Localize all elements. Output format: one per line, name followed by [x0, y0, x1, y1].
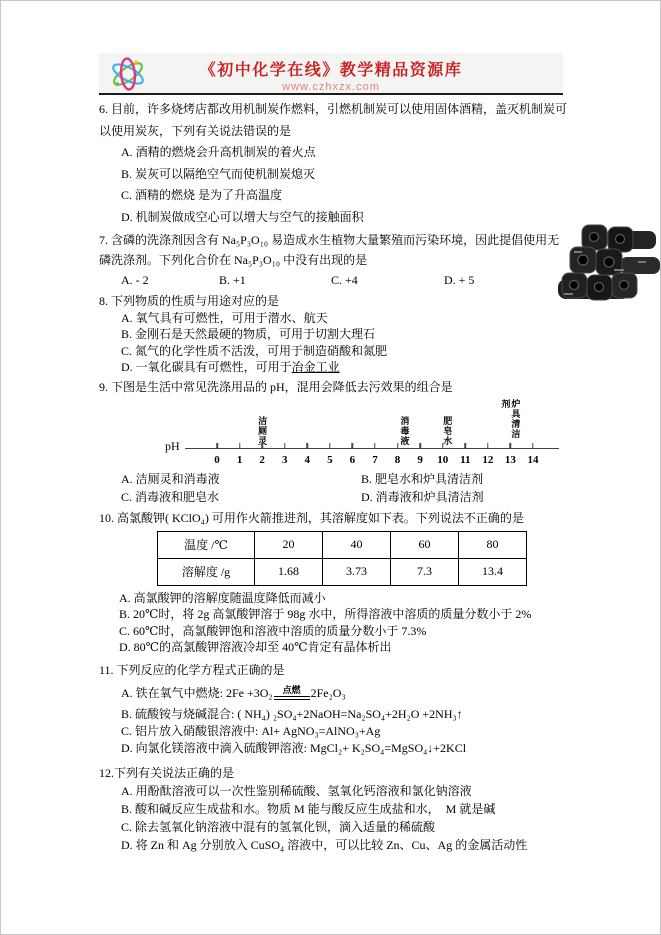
q10-option-b: B. 20℃时，将 2g 高氯酸钾溶于 98g 水中，所得溶液中溶质的质量分数小于 2%	[119, 607, 532, 621]
q11-option-b: B. 硫酸铵与烧碱混合: ( NH₄) ₂SO₄+2NaOH=Na₂SO₄+2H₂O +2NH₃↑	[121, 706, 463, 721]
table-cell: 7.3	[391, 558, 459, 585]
q8-stem: 8. 下列物质的性质与用途对应的是	[99, 294, 280, 308]
q8-option-b: B. 金刚石是天然最硬的物质，可用于切割大理石	[121, 327, 376, 341]
ph-item-label: 洁厕灵	[257, 415, 268, 446]
ph-tick	[532, 443, 534, 449]
q11-option-a	[99, 685, 567, 702]
ph-tick-label: 12	[482, 453, 494, 466]
site-url: www.czhxzx.com	[282, 81, 380, 93]
q7-option-a: A. - 2	[121, 273, 149, 287]
q8-option-d-underlined: 冶金工业	[291, 360, 340, 374]
q9-option-c: C. 消毒液和肥皂水	[121, 489, 220, 504]
q8-option-c: C. 氮气的化学性质不活泼，可用于制造硝酸和氮肥	[121, 343, 388, 358]
question-10	[99, 509, 567, 656]
ph-tick-label: 14	[527, 453, 539, 466]
ph-tick	[239, 443, 241, 449]
q11-option-a-prefix: A. 铁在氧气中燃烧: 2Fe +3O₂	[121, 685, 273, 700]
q10-option-a: A. 高氯酸钾的溶解度随温度降低而减小	[119, 590, 326, 605]
ignite-condition	[274, 686, 310, 700]
ph-tick	[284, 443, 286, 449]
ph-tick-label: 10	[437, 453, 449, 466]
q11-stem: 11. 下列反应的化学方程式正确的是	[99, 662, 285, 677]
q7-option-c: C. +4	[331, 273, 358, 287]
q12-option-d: D. 将 Zn 和 Ag 分别放入 CuSO₄ 溶液中，可以比较 Zn、Cu、Ag 的金属活动性	[121, 838, 528, 853]
table-cell: 温度 /℃	[158, 531, 255, 558]
q7-option-b: B. +1	[219, 273, 246, 287]
q6-stem: 6. 目前，许多烧烤店都改用机制炭作燃料，引燃机制炭可以使用固体酒精，盖灭机制炭可以使用炭灰，下列有关说法错误的是	[99, 102, 568, 138]
question-12	[99, 764, 567, 855]
ph-tick	[487, 443, 489, 449]
ph-axis-label: pH	[165, 438, 180, 453]
table-cell: 20	[255, 531, 323, 558]
ph-tick-label: 6	[349, 453, 356, 466]
q11-option-a-suffix: 2Fe₂O₃	[310, 685, 346, 700]
ph-tick-label: 0	[214, 453, 220, 466]
table-row	[158, 558, 527, 585]
ph-tick-label: 4	[304, 453, 311, 466]
table-cell: 80	[459, 531, 527, 558]
q9-stem: 9. 下图是生活中常见洗涤用品的 pH，混用会降低去污效果的组合是	[99, 379, 453, 394]
ph-tick-label: 3	[281, 453, 288, 466]
table-cell: 溶解度 /g	[158, 558, 255, 585]
q12-option-a: A. 用酚酞溶液可以一次性鉴别稀硫酸、氢氧化钙溶液和氯化钠溶液	[121, 783, 472, 798]
q9-option-b: B. 肥皂水和炉具清洁剂	[361, 471, 484, 486]
atom-orbits-icon	[108, 54, 148, 94]
site-title: 《初中化学在线》教学精品资源库	[199, 62, 463, 79]
q7-options	[99, 270, 567, 290]
ph-tick-label: 13	[504, 453, 516, 466]
q12-option-c: C. 除去氢氧化钠溶液中混有的氢氧化钡，滴入适量的稀硫酸	[121, 820, 436, 835]
ph-tick-label: 2	[259, 453, 265, 466]
q12-option-b: B. 酸和碱反应生成盐和水。物质 M 能与酸反应生成盐和水， M 就是碱	[121, 801, 496, 816]
q10-stem: 10. 高氯酸钾( KClO₄) 可用作火箭推进剂，其溶解度如下表。下列说法不正确的是	[99, 510, 524, 525]
table-cell: 13.4	[459, 558, 527, 585]
ignite-condition-label: 点燃	[282, 685, 301, 695]
solubility-table	[157, 531, 527, 586]
table-row	[158, 531, 527, 558]
q9-option-d: D. 消毒液和炉具清洁剂	[361, 489, 484, 504]
ph-tick	[397, 443, 399, 449]
ph-item-label: 消毒液	[399, 415, 410, 446]
ph-item-label: 肥皂水	[442, 415, 453, 446]
table-cell: 1.68	[255, 558, 323, 585]
table-cell: 60	[391, 531, 459, 558]
question-6	[99, 99, 567, 228]
ph-tick-label: 5	[327, 453, 333, 466]
table-cell: 40	[323, 531, 391, 558]
q11-option-d: D. 向氯化镁溶液中滴入硫酸钾溶液: MgCl₂+ K₂SO₄=MgSO₄↓+2KCl	[121, 740, 467, 755]
question-7	[99, 230, 567, 290]
q6-option-a: A. 酒精的燃烧会升高机制炭的着火点	[121, 145, 316, 159]
ph-tick	[329, 443, 331, 449]
ph-scale-diagram	[165, 399, 567, 467]
ph-tick-label: 1	[236, 453, 243, 466]
ph-tick	[465, 443, 467, 449]
q9-options	[99, 470, 567, 506]
q8-option-d	[99, 359, 567, 376]
q10-option-d: D. 80℃的高氯酸钾溶液冷却至 40℃肯定有晶体析出	[119, 640, 392, 654]
ph-item-label: 炉具清洁剂	[500, 398, 521, 439]
q12-stem: 12.下列有关说法正确的是	[99, 765, 235, 780]
question-8	[99, 293, 567, 376]
solubility-table-body	[158, 531, 527, 585]
ph-tick-label: 9	[417, 453, 423, 466]
q8-option-d-text: D. 一氧化碳具有可燃性，可用于	[121, 360, 292, 374]
question-11	[99, 661, 567, 757]
q7-stem: 7. 含磷的洗涤剂因含有 Na₅P₃O₁₀ 易造成水生植物大量繁殖而污染环境，因此提倡使用无磷洗涤剂。下列化合价在 Na₅P₃O₁₀ 中没有出现的是	[99, 233, 560, 267]
ph-axis-line	[185, 448, 559, 449]
q6-option-c: C. 酒精的燃烧 是为了升高温度	[121, 188, 283, 202]
q7-option-d: D. + 5	[444, 273, 475, 287]
charcoal-photo	[554, 217, 661, 309]
q10-option-c: C. 60℃时，高氯酸钾饱和溶液中溶质的质量分数小于 7.3%	[119, 623, 427, 638]
q9-option-a: A. 洁厕灵和消毒液	[121, 471, 220, 486]
ph-tick	[216, 443, 218, 449]
q8-option-a: A. 氧气具有可燃性，可用于潜水、航天	[121, 310, 328, 325]
ph-tick	[419, 443, 421, 449]
q6-option-d: D. 机制炭做成空心可以增大与空气的接触面积	[121, 209, 364, 224]
ph-tick-label: 8	[394, 453, 401, 466]
q6-option-b: B. 炭灰可以隔绝空气而使机制炭熄灭	[121, 166, 316, 181]
ph-tick	[374, 443, 376, 449]
site-header	[99, 53, 563, 95]
question-9	[99, 378, 567, 506]
double-line	[274, 696, 310, 700]
ph-tick	[352, 443, 354, 449]
ph-tick-label: 7	[372, 453, 378, 466]
q11-option-c: C. 铝片放入硝酸银溶液中: Al+ AgNO₃=AlNO₃+Ag	[121, 723, 381, 738]
ph-tick	[307, 443, 309, 449]
question-list	[99, 99, 567, 855]
table-cell: 3.73	[323, 558, 391, 585]
ph-tick-label: 11	[460, 453, 471, 466]
